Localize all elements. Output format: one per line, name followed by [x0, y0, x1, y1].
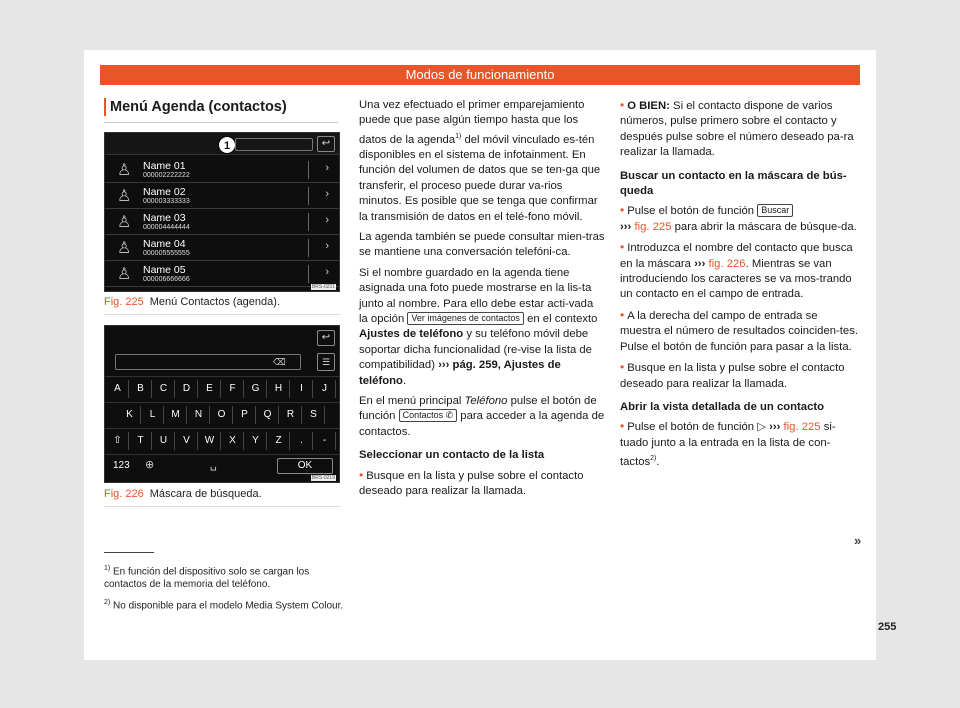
text: Pulse el botón de función [627, 421, 758, 434]
text-column-2 [359, 98, 605, 505]
contact-name: Name 04 [143, 238, 186, 250]
keyboard-key: - [314, 432, 336, 450]
text: para abrir la máscara de búsque-da. [671, 220, 857, 233]
globe-icon: ⊕ [145, 459, 155, 471]
contact-number: 000002222222 [143, 172, 190, 179]
keyboard-key: G [245, 380, 267, 398]
contacts-screenshot [104, 132, 340, 292]
contact-name: Name 01 [143, 160, 186, 172]
backspace-icon: ⌫ [273, 357, 286, 367]
ui-button-label [399, 409, 458, 422]
search-field [235, 138, 313, 151]
keyboard-key: . [291, 432, 313, 450]
paragraph [359, 98, 605, 225]
keyboard-key: H [268, 380, 290, 398]
bold-text: Ajustes de teléfono [359, 328, 464, 341]
chevron-right-icon: › [325, 188, 329, 200]
text: En función del dispositivo solo se cargan los contactos de la memoria del teléfono. [104, 566, 310, 591]
section-title: Menú Agenda (contactos) [104, 98, 287, 116]
contact-row [105, 261, 339, 287]
footnote-divider [104, 552, 154, 553]
text: . Mientras se van introduciendo los caracteres se va mos-trando un contacto en el campo de entrada. [620, 257, 852, 301]
footnote [104, 596, 344, 612]
caption-divider [104, 506, 340, 507]
bullet-item [620, 98, 860, 161]
keyboard-key: C [153, 380, 175, 398]
text-column-3 [620, 98, 860, 475]
figure-reference: fig. 226 [708, 257, 746, 270]
contact-number: 000006666666 [143, 276, 190, 283]
back-icon: ↩ [317, 136, 335, 152]
paragraph [359, 266, 605, 389]
contact-name: Name 05 [143, 264, 186, 276]
back-icon: ↩ [317, 330, 335, 346]
keyboard-key: O [211, 406, 233, 424]
contact-name: Name 03 [143, 212, 186, 224]
row-separator [308, 239, 309, 257]
contact-name: Name 02 [143, 186, 186, 198]
keyboard-divider [105, 376, 339, 377]
chevron-right-icon: › [325, 240, 329, 252]
bullet-item [620, 308, 860, 355]
text: En el menú principal [359, 395, 465, 408]
figure-code: BRS-0231 [311, 284, 335, 290]
figure-225-caption [104, 296, 280, 308]
row-separator [308, 161, 309, 179]
keyboard-key: S [303, 406, 325, 424]
continue-mark: » [854, 533, 862, 548]
contact-row [105, 209, 339, 235]
figure-226-caption [104, 488, 262, 500]
footnote-mark: 2) [104, 599, 111, 607]
bullet-icon: • [359, 467, 364, 482]
person-icon: ♙ [117, 240, 132, 257]
chevron-right-icon: › [325, 266, 329, 278]
contact-number: 000003333333 [143, 198, 190, 205]
footnotes [104, 562, 344, 618]
footnote-mark: 1) [104, 565, 111, 572]
callout-1: 1 [218, 136, 236, 154]
row-separator [308, 213, 309, 231]
text: Introduzca el nombre del contacto que busca en la máscara [620, 242, 853, 270]
keyboard-key: P [234, 406, 256, 424]
text: en el contexto [523, 313, 598, 326]
keyboard-key: M [165, 406, 187, 424]
space-icon: ␣ [210, 459, 217, 471]
keyboard-divider [105, 402, 339, 403]
chapter-header: Modos de funcionamiento [100, 65, 860, 85]
figure-number: Fig. 226 [104, 488, 144, 500]
subheading: Buscar un contacto en la máscara de bús-queda [620, 169, 847, 198]
bullet-icon: • [620, 98, 625, 112]
keyboard-key: L [142, 406, 164, 424]
keyboard-key: A [107, 380, 129, 398]
text: para acceder a la agenda de contactos. [359, 410, 605, 438]
keyboard-key: N [188, 406, 210, 424]
contact-number: 000005555555 [143, 250, 190, 257]
keyboard-key: V [176, 432, 198, 450]
row-separator [308, 187, 309, 205]
keyboard-divider [105, 454, 339, 455]
keyboard-row-3 [105, 430, 339, 452]
keyboard-key: E [199, 380, 221, 398]
bullet-icon: • [620, 240, 625, 255]
text: Pulse el botón de función [627, 205, 758, 218]
keyboard-key: Q [257, 406, 279, 424]
arrows: ››› [694, 257, 706, 270]
keyboard-key: U [153, 432, 175, 450]
text: Si el nombre guardado en la agenda tiene asignada una foto puede mostrarse en la lis-ta junto al nombre. Para ello debe estar acti-vada la opción [359, 266, 594, 326]
subheading: Abrir la vista detallada de un contacto [620, 400, 825, 413]
person-icon: ♙ [117, 214, 132, 231]
cross-reference: ››› pág. 259, Ajustes de teléfono [359, 359, 561, 387]
footnote-ref: 1) [455, 132, 462, 140]
bullet-item [620, 240, 860, 303]
text: del móvil vinculado es-tén disponibles en el sistema de infotainment. En función del volumen de datos que se ten-ga que transferir, el proceso puede durar va-rios minutos. Es posible que se tenga que confirmar la transmisión de datos en el telé-fono móvil. [359, 133, 601, 223]
paragraph: La agenda también se puede consultar mien-tras se mantiene una conversación telefóni-ca. [359, 231, 605, 259]
chevron-right-icon: › [325, 214, 329, 226]
arrows: ››› [769, 421, 781, 434]
bullet-item [620, 419, 860, 470]
phone-icon: ✆ [445, 410, 454, 421]
ui-button-label: Ver imágenes de contactos [407, 312, 524, 325]
figure-caption-text: Menú Contactos (agenda). [149, 296, 280, 308]
text: . [402, 374, 407, 387]
footnote-ref: 2) [650, 455, 657, 463]
keyboard-row-4 [105, 456, 339, 478]
play-icon: ▷ [757, 421, 766, 434]
paragraph [359, 394, 605, 440]
text: . [656, 455, 660, 468]
keyboard-screenshot [104, 325, 340, 483]
keyboard-key: J [314, 380, 336, 398]
keyboard-key: ⇧ [107, 432, 129, 450]
text: Una vez efectuado el primer emparejamiento puede que pase algún tiempo hasta que los datos de la agenda [359, 99, 585, 146]
person-icon: ♙ [117, 266, 132, 283]
keyboard-key: T [130, 432, 152, 450]
keyboard-key: W [199, 432, 221, 450]
bullet-item [359, 468, 605, 500]
row-separator [308, 265, 309, 283]
figure-code: BRS-0219 [311, 475, 335, 481]
keyboard-key: Y [245, 432, 267, 450]
keyboard-divider [105, 428, 339, 429]
contact-row [105, 235, 339, 261]
text: A la derecha del campo de entrada se muestra el número de resultados coinciden-tes. Pulse el botón de función para pasar a la lista. [620, 309, 858, 353]
figure-reference: fig. 225 [783, 421, 821, 434]
text: Busque en la lista y pulse sobre el contacto deseado para realizar la llamada. [620, 362, 845, 390]
title-divider [104, 122, 338, 123]
bullet-icon: • [620, 419, 625, 434]
text: Si el contacto dispone de varios números, pulse primero sobre el contacto y después pulse sobre el número deseado pa-ra realizar la llamada. [620, 100, 854, 159]
figure-caption-text: Máscara de búsqueda. [149, 488, 262, 500]
list-icon: ☰ [317, 353, 335, 371]
contacts-top-bar [105, 133, 339, 155]
text: pulse el botón de función [359, 395, 597, 423]
ui-button-label: Buscar [757, 204, 793, 217]
button-text: Contactos [402, 410, 444, 421]
text: Busque en la lista y pulse sobre el contacto deseado para realizar la llamada. [359, 469, 584, 498]
text: No disponible para el modelo Media System Colour. [110, 600, 344, 612]
text: y su teléfono móvil debe soportar dicha funcionalidad (re-vise la lista de compatibilidad) [359, 328, 592, 372]
person-icon: ♙ [117, 162, 132, 179]
keyboard-row-2 [105, 404, 339, 426]
bullet-icon: • [620, 360, 625, 375]
key-123: 123 [113, 460, 130, 471]
key-ok: OK [277, 458, 333, 474]
caption-divider [104, 314, 340, 315]
italic-text: Teléfono [464, 395, 508, 408]
page-number: 255 [878, 621, 897, 633]
bullet-item [620, 203, 860, 235]
figure-reference: fig. 225 [634, 220, 672, 233]
bullet-icon: • [620, 203, 625, 218]
footnote [104, 562, 344, 591]
contact-row [105, 157, 339, 183]
keyboard-key: F [222, 380, 244, 398]
subheading: Seleccionar un contacto de la lista [359, 449, 545, 462]
bold-text: O BIEN: [627, 100, 670, 112]
keyboard-key: B [130, 380, 152, 398]
bullet-item [620, 360, 860, 392]
arrows: ››› [620, 220, 632, 233]
keyboard-key: Z [268, 432, 290, 450]
contact-row [105, 183, 339, 209]
person-icon: ♙ [117, 188, 132, 205]
text: si-tuado junto a la entrada en la lista de con-tactos [620, 421, 836, 468]
contact-number: 000004444444 [143, 224, 190, 231]
keyboard-key: X [222, 432, 244, 450]
keyboard-key: I [291, 380, 313, 398]
keyboard-key: K [119, 406, 141, 424]
keyboard-key: D [176, 380, 198, 398]
bullet-icon: • [620, 307, 625, 322]
manual-page [84, 50, 897, 660]
figure-number: Fig. 225 [104, 296, 144, 308]
chevron-right-icon: › [325, 162, 329, 174]
keyboard-row-1 [105, 378, 339, 400]
keyboard-key: R [280, 406, 302, 424]
